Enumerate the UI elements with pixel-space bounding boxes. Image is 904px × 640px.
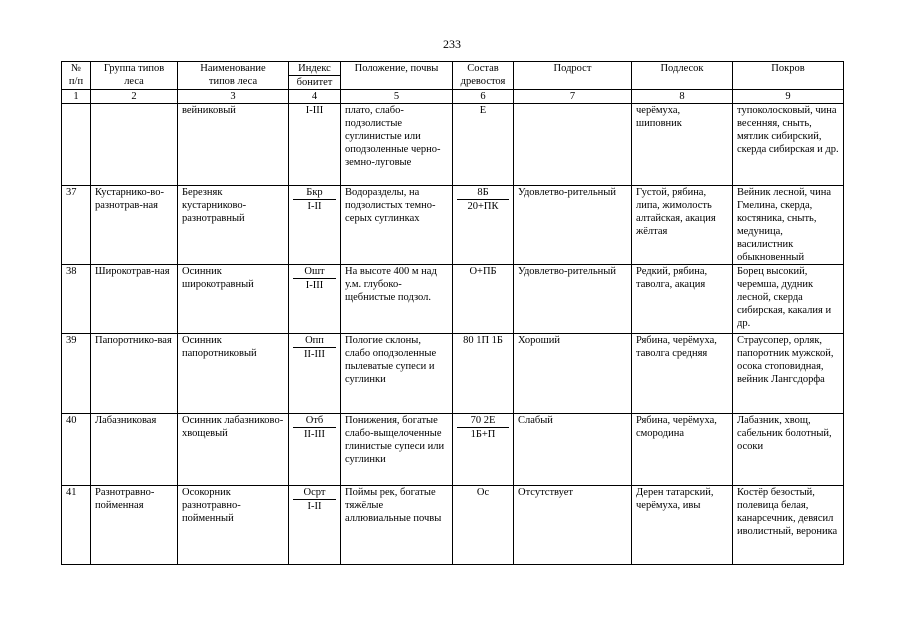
page-number: 233 — [443, 37, 461, 51]
table-row — [62, 334, 844, 414]
bonitet-value: II-III — [304, 349, 325, 360]
stand-composition-cell — [453, 104, 514, 186]
forest-type-index: Осрт — [293, 486, 336, 500]
ground-cover: Вейник лесной, чина Гмелина, скерда, костяника, сныть, медуница, василистник обыкновенный — [733, 186, 844, 265]
index-bonitet-cell — [289, 414, 341, 486]
shrub-layer: Рябина, черёмуха, смородина — [632, 414, 733, 486]
table-row — [62, 104, 844, 186]
stand-composition-cell — [453, 265, 514, 334]
forest-type-name: Осокорник разнотравно-пойменный — [178, 486, 289, 565]
row-number: 39 — [62, 334, 91, 414]
index-bonitet-cell — [289, 334, 341, 414]
soil-position: На высоте 400 м над у.м. глубоко-щебнистые подзол. — [341, 265, 453, 334]
ground-cover: Костёр безостый, полевица белая, канарсечник, девясил иволистный, вероника — [733, 486, 844, 565]
forest-group: Лабазниковая — [91, 414, 178, 486]
forest-type-name: Осинник широкотравный — [178, 265, 289, 334]
index-bonitet-cell — [289, 186, 341, 265]
ground-cover: Страусопер, орляк, папоротник мужской, осока стоповидная, вейник Лангсдорфа — [733, 334, 844, 414]
bonitet-value: II-III — [304, 429, 325, 440]
undergrowth: Слабый — [514, 414, 632, 486]
column-number: 2 — [91, 90, 178, 104]
bonitet-value: I-III — [305, 280, 324, 291]
ground-cover: тупоколосковый, чина весенняя, сныть, мятлик сибирский, скерда сибирская и др. — [733, 104, 844, 186]
shrub-layer: Рябина, черёмуха, таволга средняя — [632, 334, 733, 414]
soil-position: Водоразделы, на подзолистых темно-серых суглинках — [341, 186, 453, 265]
column-number: 8 — [632, 90, 733, 104]
index-bonitet-cell — [289, 486, 341, 565]
shrub-layer: Редкий, рябина, таволга, акация — [632, 265, 733, 334]
forest-type-index: Отб — [293, 414, 336, 428]
shrub-layer: Дерен татарский, черёмуха, ивы — [632, 486, 733, 565]
stand-composition: 80 1П 1Б — [463, 335, 503, 346]
undergrowth: Удовлетво-рительный — [514, 265, 632, 334]
stand-composition-cell — [453, 486, 514, 565]
table-row — [62, 414, 844, 486]
row-number: 41 — [62, 486, 91, 565]
soil-position: плато, слабо-подзолистые суглинистые или оподзоленные черно-земно-луговые — [341, 104, 453, 186]
index-bonitet-cell — [289, 265, 341, 334]
bonitet-value: I-III — [305, 105, 324, 116]
column-number: 7 — [514, 90, 632, 104]
undergrowth: Отсутствует — [514, 486, 632, 565]
stand-composition-extra: 20+ПК — [467, 201, 499, 212]
column-number: 4 — [289, 90, 341, 104]
header-cell: Наименование типов леса — [178, 62, 289, 90]
index-bonitet-cell — [289, 104, 341, 186]
forest-types-table — [61, 61, 844, 565]
header-cell: Состав древостоя — [453, 62, 514, 90]
stand-composition: Е — [479, 105, 487, 116]
forest-type-index: Ошт — [293, 265, 336, 279]
header-cell: Покров — [733, 62, 844, 90]
ground-cover: Лабазник, хвощ, сабельник болотный, осоки — [733, 414, 844, 486]
forest-group: Папоротнико-вая — [91, 334, 178, 414]
header-cell: Группа типов леса — [91, 62, 178, 90]
shrub-layer: черёмуха, шиповник — [632, 104, 733, 186]
stand-composition-extra: 1Б+П — [470, 429, 496, 440]
forest-group: Разнотравно-пойменная — [91, 486, 178, 565]
stand-composition-cell — [453, 334, 514, 414]
bonitet-value: I-II — [307, 201, 322, 212]
undergrowth: Удовлетво-рительный — [514, 186, 632, 265]
row-number: 38 — [62, 265, 91, 334]
forest-type-name: вейниковый — [178, 104, 289, 186]
row-number: 40 — [62, 414, 91, 486]
undergrowth — [514, 104, 632, 186]
column-number: 5 — [341, 90, 453, 104]
table-row — [62, 186, 844, 265]
soil-position: Поймы рек, богатые тяжёлые аллювиальные почвы — [341, 486, 453, 565]
header-row — [62, 62, 844, 90]
soil-position: Понижения, богатые слабо-выщелоченные глинистые супеси или суглинки — [341, 414, 453, 486]
table-row — [62, 265, 844, 334]
stand-composition: 8Б — [457, 186, 509, 200]
forest-group — [91, 104, 178, 186]
forest-group: Широкотрав-ная — [91, 265, 178, 334]
header-cell: № п/п — [62, 62, 91, 90]
header-cell: Индекс бонитет — [289, 62, 341, 90]
forest-type-index: Бкр — [293, 186, 336, 200]
forest-type-name: Осинник папоротниковый — [178, 334, 289, 414]
stand-composition-cell — [453, 186, 514, 265]
row-number: 37 — [62, 186, 91, 265]
soil-position: Пологие склоны, слабо оподзоленные пылеватые супеси и суглинки — [341, 334, 453, 414]
stand-composition: О+ПБ — [469, 266, 497, 277]
forest-type-name: Березняк кустарниково-разнотравный — [178, 186, 289, 265]
ground-cover: Борец высокий, черемша, дудник лесной, скерда сибирская, какалия и др. — [733, 265, 844, 334]
header-cell: Положение, почвы — [341, 62, 453, 90]
column-number: 9 — [733, 90, 844, 104]
stand-composition: 70 2Е — [457, 414, 509, 428]
stand-composition-cell — [453, 414, 514, 486]
undergrowth: Хороший — [514, 334, 632, 414]
stand-composition: Ос — [476, 487, 490, 498]
table-row — [62, 486, 844, 565]
column-number-row — [62, 90, 844, 104]
bonitet-value: I-II — [307, 501, 322, 512]
header-cell: Подрост — [514, 62, 632, 90]
forest-group: Кустарнико-во-разнотрав-ная — [91, 186, 178, 265]
shrub-layer: Густой, рябина, липа, жимолость алтайская, акация жёлтая — [632, 186, 733, 265]
header-cell: Подлесок — [632, 62, 733, 90]
column-number: 3 — [178, 90, 289, 104]
row-number — [62, 104, 91, 186]
column-number: 6 — [453, 90, 514, 104]
forest-type-name: Осинник лабазниково-хвощевый — [178, 414, 289, 486]
column-number: 1 — [62, 90, 91, 104]
forest-type-index: Опп — [293, 334, 336, 348]
